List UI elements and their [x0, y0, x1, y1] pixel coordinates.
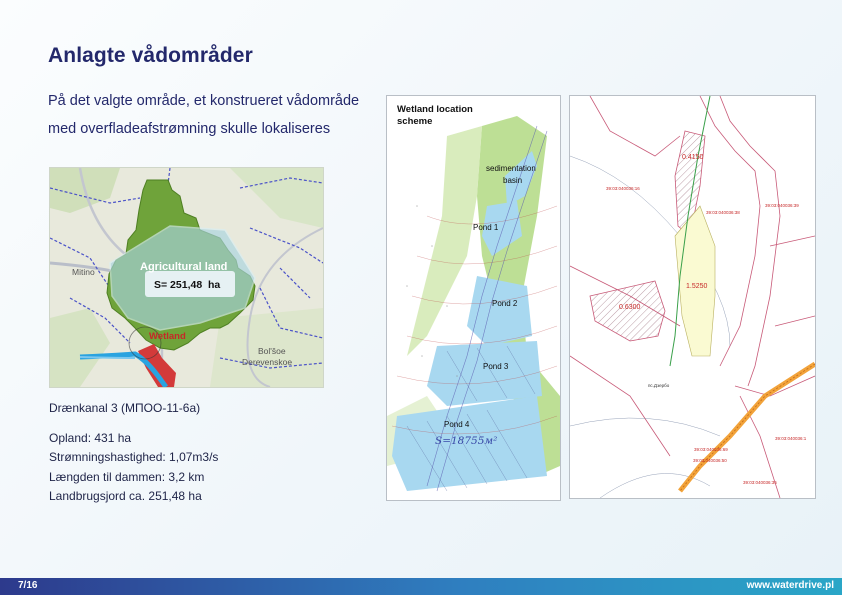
info-line-3: Længden til dammen: 3,2 km — [49, 470, 205, 484]
label-pond-area: S=18755м² — [435, 435, 498, 447]
label-basin: basin — [503, 176, 523, 185]
scheme-title-line1: Wetland location — [397, 104, 473, 115]
info-line-4: Landbrugsjord ca. 251,48 ha — [49, 489, 202, 503]
label-bolshoe: Bol'šoe — [258, 346, 286, 356]
channel-label: Drænkanal 3 (МПОО-11-6а) — [49, 401, 201, 415]
label-pond-2: Pond 2 — [492, 299, 518, 308]
label-agri-area: S= 251,48 ha — [154, 279, 221, 291]
page-number: 7/16 — [18, 580, 38, 591]
page-title: Anlagte vådområder — [48, 44, 253, 67]
catchment-map — [49, 167, 324, 388]
place-label: пс.Дзербо — [648, 383, 670, 388]
label-derevenskoe: Derevenskoe — [242, 357, 293, 367]
parcel-code: 39:03:040036:36 — [743, 480, 777, 485]
footer-url[interactable]: www.waterdrive.pl — [746, 580, 834, 591]
parcel-code: 39:03:040036:38 — [706, 210, 740, 215]
parcel-value-1: 0.4150 — [682, 154, 704, 161]
label-agricultural-land: Agricultural land — [140, 261, 228, 273]
wetland-scheme-panel — [386, 95, 561, 501]
label-pond-1: Pond 1 — [473, 223, 499, 232]
label-mitino: Mitino — [72, 267, 95, 277]
label-pond-3: Pond 3 — [483, 362, 509, 371]
parcel-value-2: 0.6300 — [619, 304, 641, 311]
parcel-code: 39:03:040036:1 — [775, 436, 807, 441]
label-wetland: Wetland — [149, 331, 186, 342]
parcel-code: 39:03:040036:50 — [693, 458, 727, 463]
info-line-1: Opland: 431 ha — [49, 431, 132, 445]
label-pond-4: Pond 4 — [444, 420, 470, 429]
parcel-code: 39:03:040036:69 — [694, 447, 728, 452]
subtitle-line-2: med overfladeafstrømning skulle lokaliseres — [48, 121, 331, 137]
parcel-code: 39:03:040036:16 — [606, 186, 640, 191]
subtitle-line-1: På det valgte område, et konstrueret vådområde — [48, 93, 360, 109]
footer-bar — [0, 578, 842, 595]
label-sedimentation: sedimentation — [486, 164, 536, 173]
scheme-title-line2: scheme — [397, 116, 433, 127]
parcel-code: 39:03:040036:39 — [765, 203, 799, 208]
parcel-value-3: 1.5250 — [686, 283, 708, 290]
info-line-2: Strømningshastighed: 1,07m3/s — [49, 450, 219, 464]
cadastral-panel — [569, 95, 816, 499]
